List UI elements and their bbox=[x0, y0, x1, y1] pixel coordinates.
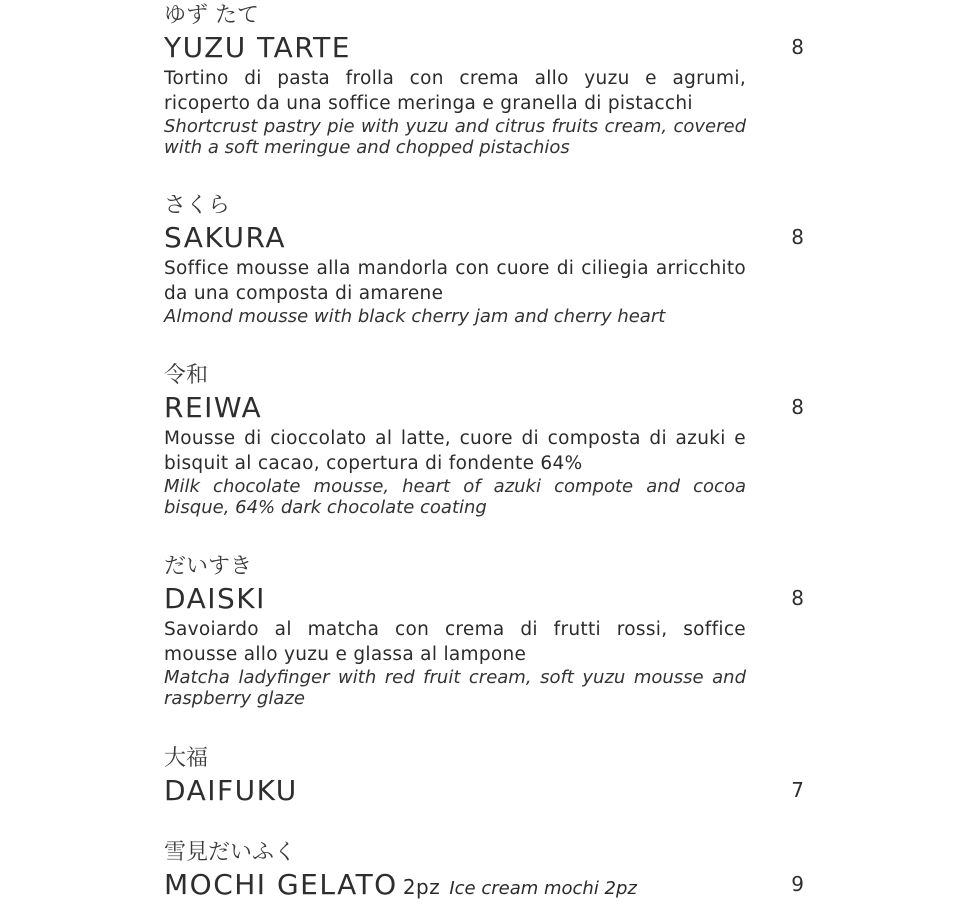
item-description-italian: Mousse di cioccolato al latte, cuore di composta di azuki e bisquit al cacao, copertura di fondente 64% bbox=[164, 428, 746, 474]
item-price: 7 bbox=[791, 778, 804, 802]
item-title-row bbox=[164, 867, 804, 903]
item-japanese-name: さくら bbox=[164, 193, 231, 218]
menu-item-mochi-gelato bbox=[164, 839, 804, 903]
item-name: DAIFUKU bbox=[164, 774, 298, 807]
menu-item-reiwa bbox=[164, 362, 804, 518]
item-description-english: Shortcrust pastry pie with yuzu and citrus fruits cream, covered with a soft meringue and chopped pistachios bbox=[164, 116, 746, 158]
item-name: DAISKI bbox=[164, 582, 266, 615]
item-japanese-name: 令和 bbox=[164, 363, 209, 388]
menu-item-daiski bbox=[164, 553, 804, 709]
item-description-italian: Soffice mousse alla mandorla con cuore di ciliegia arricchito da una composta di amarene bbox=[164, 258, 746, 304]
item-price: 8 bbox=[791, 225, 804, 249]
item-price: 8 bbox=[791, 586, 804, 610]
item-title-row bbox=[164, 773, 804, 809]
item-description-english: Matcha ladyfinger with red fruit cream, soft yuzu mousse and raspberry glaze bbox=[164, 667, 746, 709]
item-name: SAKURA bbox=[164, 221, 287, 254]
menu-item-sakura bbox=[164, 192, 804, 327]
item-price: 8 bbox=[791, 35, 804, 59]
item-description-italian: Tortino di pasta frolla con crema allo yuzu e agrumi, ricoperto da una soffice meringa e granella di pistacchi bbox=[164, 68, 746, 114]
item-title-row bbox=[164, 220, 804, 256]
item-description-english: Almond mousse with black cherry jam and cherry heart bbox=[164, 306, 666, 327]
item-name: MOCHI GELATO bbox=[164, 868, 398, 901]
item-japanese-name: 大福 bbox=[164, 746, 209, 771]
item-japanese-name: ゆず たて bbox=[164, 3, 259, 28]
item-price: 8 bbox=[791, 395, 804, 419]
item-price: 9 bbox=[791, 872, 804, 896]
item-japanese-name: 雪見だいふく bbox=[164, 840, 297, 865]
item-title-row bbox=[164, 30, 804, 66]
menu-item-daifuku bbox=[164, 745, 804, 809]
item-title-row bbox=[164, 390, 804, 426]
item-name: REIWA bbox=[164, 391, 263, 424]
item-name-english: Ice cream mochi 2pz bbox=[449, 878, 637, 899]
item-name: YUZU TARTE bbox=[164, 31, 351, 64]
item-japanese-name: だいすき bbox=[164, 554, 253, 579]
menu-item-yuzu-tarte bbox=[164, 2, 804, 158]
item-title-row bbox=[164, 581, 804, 617]
item-description-italian: Savoiardo al matcha con crema di frutti rossi, soffice mousse allo yuzu e glassa al lampone bbox=[164, 619, 746, 665]
item-description-english: Milk chocolate mousse, heart of azuki compote and cocoa bisque, 64% dark chocolate coating bbox=[164, 476, 746, 518]
item-quantity: 2pz bbox=[402, 875, 441, 899]
